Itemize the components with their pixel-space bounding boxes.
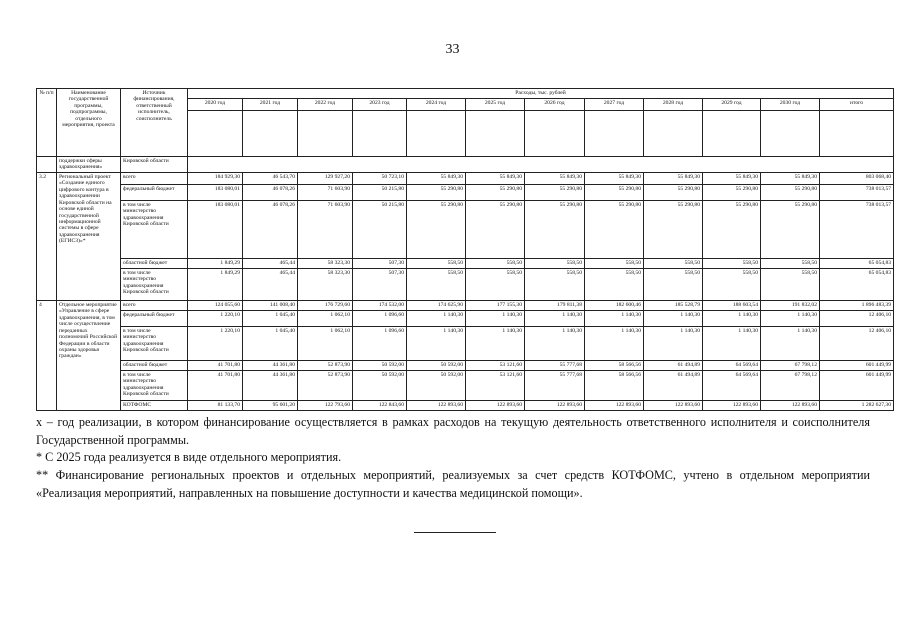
year-value: 183 080,01: [188, 201, 243, 259]
year-value: 46 078,26: [243, 185, 298, 201]
year-value: 122 893,60: [644, 401, 703, 411]
year-value: 558,50: [761, 259, 820, 269]
year-value: 183 080,01: [188, 185, 243, 201]
header-year: 2024 год: [407, 99, 466, 111]
year-value: 179 811,38: [525, 301, 585, 311]
header-year: 2020 год: [188, 99, 243, 111]
year-value: 1 849,29: [188, 269, 243, 301]
year-value: 558,50: [644, 269, 703, 301]
year-value: 1 045,40: [243, 327, 298, 361]
total-value: 12 406,10: [820, 311, 894, 327]
year-value: 1 140,30: [525, 311, 585, 327]
year-value: 55 849,30: [525, 173, 585, 185]
table-row: [37, 185, 894, 201]
year-value: 174 625,90: [407, 301, 466, 311]
header-blank-cell: [243, 111, 298, 157]
year-value: 558,50: [407, 259, 466, 269]
total-value: 12 406,10: [820, 327, 894, 361]
table-row: [37, 259, 894, 269]
year-value: 55 777,68: [525, 371, 585, 401]
year-value: 1 062,10: [298, 311, 353, 327]
year-value: 1 140,30: [703, 327, 761, 361]
header-source: Источник финансирования, ответственный исполнитель, соисполнитель: [121, 89, 188, 157]
table-row: [37, 311, 894, 327]
item-name: Региональный проект «Создание единого цифрового контура в здравоохранении Кировской области на основе единой государственной информационной системы в сфере здравоохранения (ЕГИСЗ)»*: [57, 173, 121, 301]
year-value: 558,50: [644, 259, 703, 269]
continuation-name: поддержки сферы здравоохранения»: [57, 157, 121, 173]
year-value: 122 893,60: [407, 401, 466, 411]
year-value: 177 155,30: [466, 301, 525, 311]
year-value: 465,44: [243, 269, 298, 301]
empty-cell: [188, 157, 894, 173]
year-value: 1 140,30: [761, 327, 820, 361]
year-value: 558,50: [703, 269, 761, 301]
year-value: 55 290,80: [644, 201, 703, 259]
year-value: 176 729,60: [298, 301, 353, 311]
year-value: 44 361,80: [243, 371, 298, 401]
year-value: 55 849,30: [466, 173, 525, 185]
year-value: 67 798,12: [761, 361, 820, 371]
year-value: 50 215,80: [353, 201, 407, 259]
year-value: 1 220,10: [188, 311, 243, 327]
year-value: 55 290,80: [466, 201, 525, 259]
year-value: 1 220,10: [188, 327, 243, 361]
header-number: № п/п: [37, 89, 57, 157]
header-blank-cell: [585, 111, 644, 157]
funding-source: всего: [121, 173, 188, 185]
year-value: 41 701,80: [188, 371, 243, 401]
total-value: 65 054,83: [820, 259, 894, 269]
footnote-double-star: ** Финансирование региональных проектов и отдельных мероприятий, реализуемых за счет средств КОТФОМС, учтено в отдельном мероприятии «Реализация мероприятий, направленных на повышение доступности и качества медицинской помощи».: [36, 468, 870, 500]
year-value: 53 121,60: [466, 361, 525, 371]
year-value: 50 592,00: [353, 361, 407, 371]
year-value: 58 323,30: [298, 269, 353, 301]
year-value: 1 096,60: [353, 311, 407, 327]
header-year: 2028 год: [644, 99, 703, 111]
header-year: 2022 год: [298, 99, 353, 111]
year-value: 1 140,30: [585, 311, 644, 327]
year-value: 122 893,60: [703, 401, 761, 411]
year-value: 53 121,60: [466, 371, 525, 401]
row-number: 4: [37, 301, 57, 411]
funding-source: в том числе министерство здравоохранения Кировской области: [121, 269, 188, 301]
year-value: 55 290,80: [585, 185, 644, 201]
table-row: [37, 173, 894, 185]
year-value: 141 008,40: [243, 301, 298, 311]
header-year: 2025 год: [466, 99, 525, 111]
year-value: 558,50: [585, 269, 644, 301]
year-value: 58 566,56: [585, 371, 644, 401]
funding-source: областной бюджет: [121, 361, 188, 371]
year-value: 122 893,60: [525, 401, 585, 411]
total-value: 1 896 483,39: [820, 301, 894, 311]
year-value: 182 600,46: [585, 301, 644, 311]
year-value: 55 290,80: [761, 185, 820, 201]
year-value: 1 096,60: [353, 327, 407, 361]
year-value: 122 793,60: [298, 401, 353, 411]
table-row: [37, 327, 894, 361]
total-value: 601 449,99: [820, 361, 894, 371]
year-value: 55 290,80: [703, 201, 761, 259]
header-year: 2027 год: [585, 99, 644, 111]
header-year: 2029 год: [703, 99, 761, 111]
funding-source: федеральный бюджет: [121, 311, 188, 327]
year-value: 55 290,80: [525, 201, 585, 259]
year-value: 81 133,70: [188, 401, 243, 411]
year-value: 64 569,64: [703, 361, 761, 371]
funding-source: КОТФОМС: [121, 401, 188, 411]
total-value: 738 013,57: [820, 185, 894, 201]
table-row: [37, 371, 894, 401]
year-value: 46 543,70: [243, 173, 298, 185]
funding-source: в том числе министерство здравоохранения Кировской области: [121, 201, 188, 259]
year-value: 1 140,30: [761, 311, 820, 327]
header-blank-cell: [644, 111, 703, 157]
year-value: 55 290,80: [407, 201, 466, 259]
year-value: 50 592,00: [353, 371, 407, 401]
header-year: итого: [820, 99, 894, 111]
year-value: 558,50: [761, 269, 820, 301]
year-value: 191 832,02: [761, 301, 820, 311]
year-value: 558,50: [703, 259, 761, 269]
year-value: 58 566,56: [585, 361, 644, 371]
year-value: 1 140,30: [703, 311, 761, 327]
header-blank-cell: [353, 111, 407, 157]
year-value: 1 140,30: [585, 327, 644, 361]
funding-source: в том числе министерство здравоохранения Кировской области: [121, 327, 188, 361]
year-value: 52 873,90: [298, 371, 353, 401]
year-value: 122 893,60: [585, 401, 644, 411]
funding-source: всего: [121, 301, 188, 311]
total-value: 601 449,99: [820, 371, 894, 401]
year-value: 50 592,00: [407, 361, 466, 371]
header-year: 2021 год: [243, 99, 298, 111]
year-value: 1 140,30: [644, 311, 703, 327]
total-value: 803 068,40: [820, 173, 894, 185]
year-value: 558,50: [585, 259, 644, 269]
year-value: 507,30: [353, 269, 407, 301]
expenses-table: [36, 88, 894, 411]
year-value: 55 290,80: [525, 185, 585, 201]
total-value: 65 054,83: [820, 269, 894, 301]
continuation-source: Кировской области: [121, 157, 188, 173]
year-value: 1 140,30: [407, 311, 466, 327]
year-value: 55 290,80: [585, 201, 644, 259]
row-number: 3.2: [37, 173, 57, 301]
funding-source: областной бюджет: [121, 259, 188, 269]
funding-source: в том числе министерство здравоохранения Кировской области: [121, 371, 188, 401]
header-name: Наименование государственной программы, подпрограммы, отдельного мероприятия, проекта: [57, 89, 121, 157]
table-row: [37, 301, 894, 311]
year-value: 67 798,12: [761, 371, 820, 401]
header-blank-cell: [820, 111, 894, 157]
year-value: 558,50: [525, 259, 585, 269]
year-value: 55 849,30: [703, 173, 761, 185]
year-value: 1 140,30: [407, 327, 466, 361]
year-value: 61 494,89: [644, 371, 703, 401]
year-value: 50 723,10: [353, 173, 407, 185]
header-blank-cell: [525, 111, 585, 157]
year-value: 1 140,30: [466, 311, 525, 327]
year-value: 55 290,80: [407, 185, 466, 201]
year-value: 507,30: [353, 259, 407, 269]
footnotes: [36, 414, 870, 502]
header-expenses-title: Расходы, тыс. рублей: [188, 89, 894, 99]
empty-cell: [37, 157, 57, 173]
year-value: 558,50: [466, 259, 525, 269]
year-value: 558,50: [525, 269, 585, 301]
year-value: 1 140,30: [466, 327, 525, 361]
table-row: [37, 361, 894, 371]
year-value: 1 849,29: [188, 259, 243, 269]
year-value: 61 494,89: [644, 361, 703, 371]
year-value: 55 290,80: [703, 185, 761, 201]
year-value: 41 701,80: [188, 361, 243, 371]
item-name: Отдельное мероприятие «Управление в сфере здравоохранения, в том числе осуществление переданных полномочий Российской Федерации в области охраны здоровья граждан»: [57, 301, 121, 411]
header-blank-cell: [188, 111, 243, 157]
year-value: 55 849,30: [644, 173, 703, 185]
header-year: 2023 год: [353, 99, 407, 111]
year-value: 465,44: [243, 259, 298, 269]
year-value: 71 603,90: [298, 201, 353, 259]
year-value: 44 361,80: [243, 361, 298, 371]
table-row: [37, 269, 894, 301]
table-row: [37, 401, 894, 411]
year-value: 122 843,60: [353, 401, 407, 411]
total-value: 738 013,57: [820, 201, 894, 259]
year-value: 50 592,00: [407, 371, 466, 401]
footnote-star: * С 2025 года реализуется в виде отдельного мероприятия.: [36, 450, 342, 465]
year-value: 122 893,60: [466, 401, 525, 411]
header-year: 2026 год: [525, 99, 585, 111]
year-value: 124 055,60: [188, 301, 243, 311]
year-value: 174 532,00: [353, 301, 407, 311]
header-blank-cell: [761, 111, 820, 157]
year-value: 52 873,90: [298, 361, 353, 371]
header-blank-cell: [703, 111, 761, 157]
year-value: 188 603,54: [703, 301, 761, 311]
year-value: 95 601,20: [243, 401, 298, 411]
year-value: 55 290,80: [761, 201, 820, 259]
year-value: 55 777,68: [525, 361, 585, 371]
header-blank-cell: [407, 111, 466, 157]
funding-source: федеральный бюджет: [121, 185, 188, 201]
footnote-x: х – год реализации, в котором финансирование осуществляется в рамках расходов на текущую деятельность ответственного исполнителя и соисполнителя Государственной программы.: [36, 415, 870, 447]
year-value: 122 893,60: [761, 401, 820, 411]
year-value: 46 078,26: [243, 201, 298, 259]
year-value: 58 323,30: [298, 259, 353, 269]
year-value: 64 569,64: [703, 371, 761, 401]
separator-line: [414, 532, 496, 533]
year-value: 55 290,80: [644, 185, 703, 201]
year-value: 558,50: [407, 269, 466, 301]
year-value: 129 927,20: [298, 173, 353, 185]
total-value: 1 282 627,30: [820, 401, 894, 411]
header-blank-cell: [466, 111, 525, 157]
year-value: 55 849,30: [407, 173, 466, 185]
year-value: 558,50: [466, 269, 525, 301]
year-value: 55 849,30: [585, 173, 644, 185]
year-value: 1 062,10: [298, 327, 353, 361]
year-value: 55 849,30: [761, 173, 820, 185]
year-value: 184 929,30: [188, 173, 243, 185]
table-row: [37, 201, 894, 259]
year-value: 185 528,79: [644, 301, 703, 311]
header-year: 2030 год: [761, 99, 820, 111]
header-blank-cell: [298, 111, 353, 157]
page-number: 33: [445, 42, 460, 57]
year-value: 1 045,40: [243, 311, 298, 327]
year-value: 1 140,30: [525, 327, 585, 361]
year-value: 1 140,30: [644, 327, 703, 361]
year-value: 55 290,80: [466, 185, 525, 201]
year-value: 71 603,90: [298, 185, 353, 201]
year-value: 50 215,80: [353, 185, 407, 201]
